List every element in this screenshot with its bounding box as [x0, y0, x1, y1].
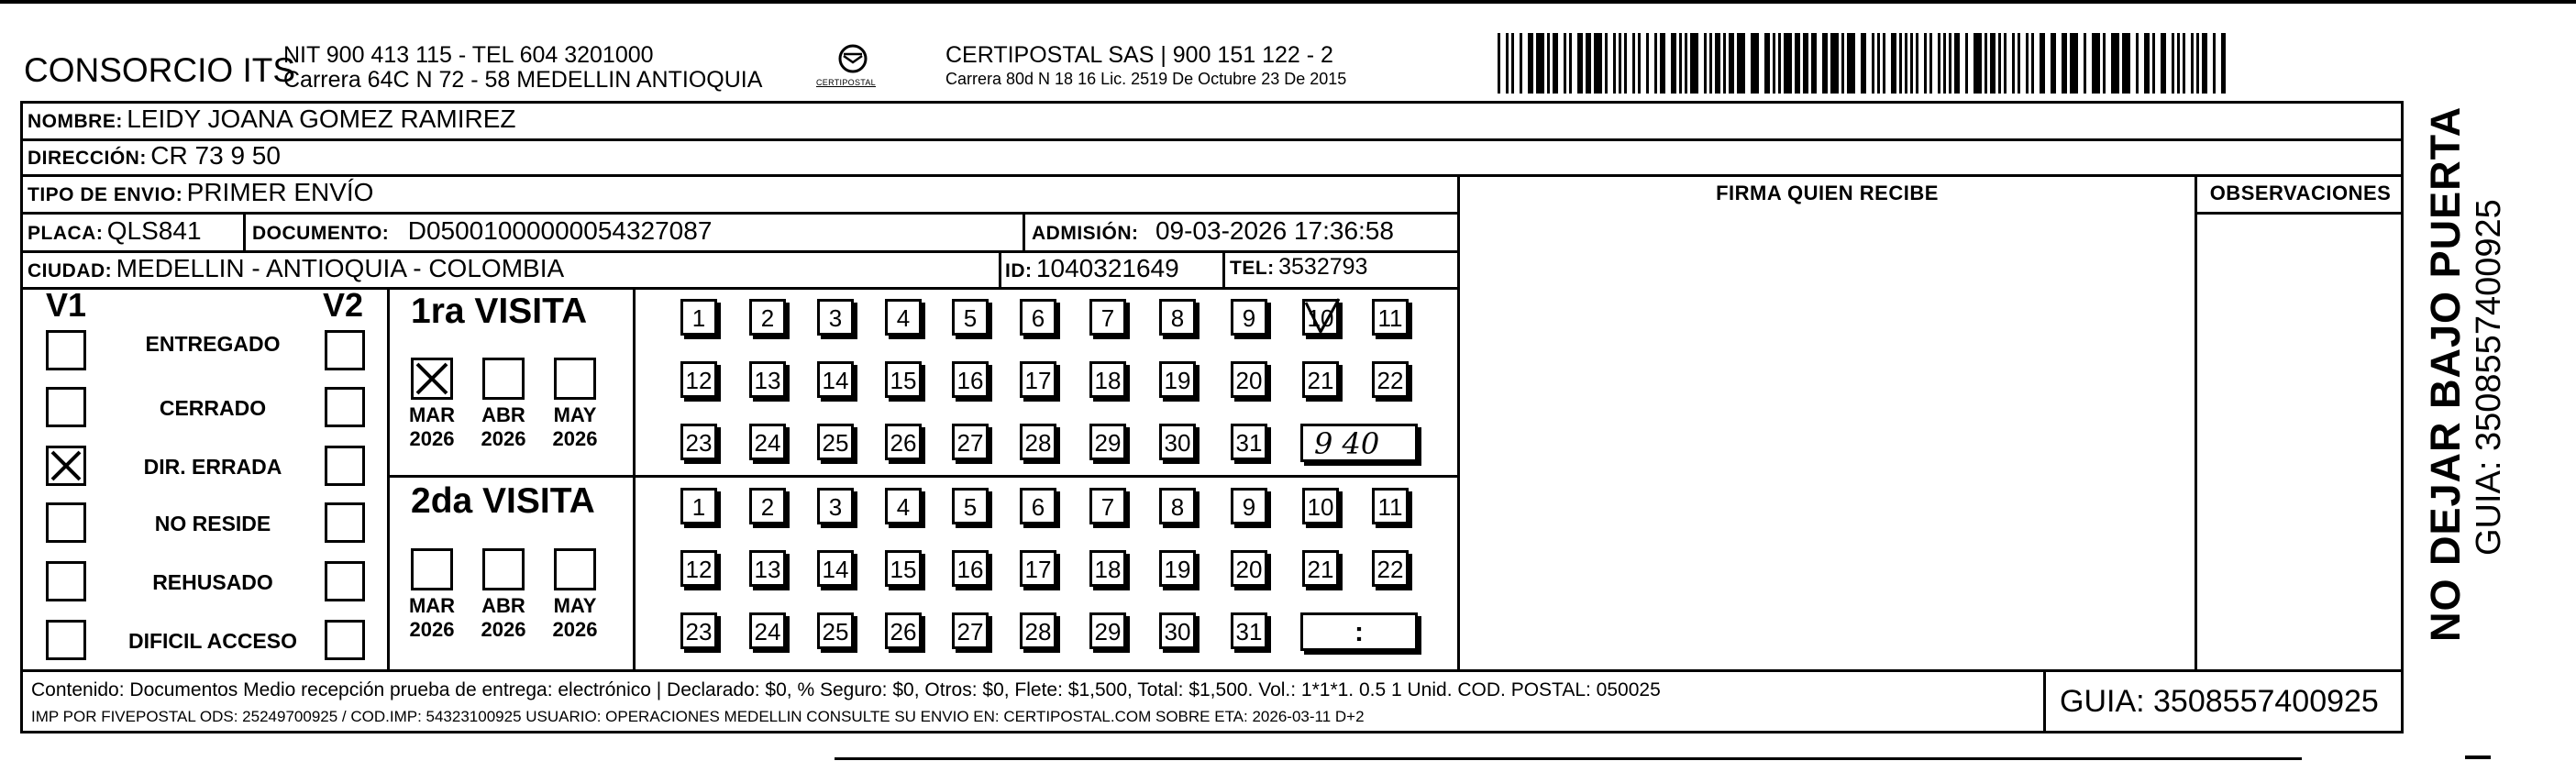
first-visit-day[interactable]: 20 — [1231, 361, 1267, 398]
footer-guia: GUIA: 3508557400925 — [2060, 684, 2379, 719]
v1-checkbox[interactable] — [46, 387, 86, 427]
v2-checkbox[interactable] — [325, 387, 365, 427]
firma-header: FIRMA QUIEN RECIBE — [1716, 182, 1939, 204]
barcode — [1498, 33, 2226, 94]
first-visit-day[interactable]: 2 — [749, 299, 786, 336]
admision-divider — [1023, 212, 1025, 250]
status-label: DIFICIL ACCESO — [127, 629, 297, 653]
tel-label: TEL: — [1230, 258, 1275, 279]
v1-checkbox[interactable] — [46, 620, 86, 660]
second-visit-day[interactable]: 2 — [749, 488, 786, 524]
second-visit-day[interactable]: 14 — [817, 550, 854, 587]
first-visit-day[interactable]: 24 — [749, 424, 786, 460]
right-edge-mark — [2465, 755, 2491, 759]
tel-row — [1230, 254, 1367, 281]
direccion-label: DIRECCIÓN: — [28, 148, 147, 169]
status-label: CERRADO — [159, 396, 267, 420]
v1-checkbox[interactable] — [46, 502, 86, 543]
second-visit-day[interactable]: 18 — [1089, 550, 1126, 587]
id-row — [1005, 254, 1179, 283]
nombre-row — [28, 105, 516, 134]
second-visit-day[interactable]: 28 — [1020, 612, 1056, 649]
second-visit-day[interactable]: 7 — [1089, 488, 1126, 524]
row-line-5 — [20, 287, 1460, 290]
first-visit-day[interactable]: 19 — [1159, 361, 1196, 398]
placa-row — [28, 216, 202, 246]
first-visit-day[interactable]: 17 — [1020, 361, 1056, 398]
admision-row — [1032, 216, 1394, 246]
first-visit-month-label: MAY 2026 — [552, 403, 598, 450]
first-visit-day[interactable]: 1 — [680, 299, 717, 336]
v2-checkbox[interactable] — [325, 330, 365, 370]
v1-checkbox[interactable] — [46, 446, 86, 486]
second-visit-day[interactable]: 9 — [1231, 488, 1267, 524]
first-visit-title: 1ra VISITA — [411, 292, 588, 331]
status-label: ENTREGADO — [145, 332, 281, 356]
footer-top — [20, 669, 2404, 672]
certipostal-line: CERTIPOSTAL SAS | 900 151 122 - 2 — [945, 42, 1333, 68]
second-time-box[interactable] — [1300, 612, 1418, 651]
second-visit-day[interactable]: 10 — [1302, 488, 1339, 524]
v2-checkbox[interactable] — [325, 561, 365, 601]
id-label: ID: — [1005, 260, 1033, 281]
second-visit-day[interactable]: 26 — [885, 612, 922, 649]
first-time-value: 9 40 — [1314, 426, 1380, 461]
documento-label: DOCUMENTO: — [252, 223, 390, 244]
v2-checkbox[interactable] — [325, 446, 365, 486]
second-visit-day[interactable]: 12 — [680, 550, 717, 587]
second-visit-day[interactable]: 31 — [1231, 612, 1267, 649]
first-visit-day[interactable]: 12 — [680, 361, 717, 398]
row-line-2 — [20, 174, 2404, 177]
second-visit-day[interactable]: 23 — [680, 612, 717, 649]
tel-value: 3532793 — [1278, 254, 1368, 280]
second-visit-day[interactable]: 19 — [1159, 550, 1196, 587]
observaciones-divider — [2195, 174, 2197, 669]
certipostal-logo — [813, 40, 893, 95]
first-visit-day[interactable]: 5 — [952, 299, 989, 336]
row-line-6 — [2195, 212, 2404, 215]
direccion-value: CR 73 9 50 — [150, 141, 281, 170]
second-visit-month-label: MAY 2026 — [552, 594, 598, 641]
direccion-row — [28, 141, 281, 171]
second-visit-day[interactable]: 20 — [1231, 550, 1267, 587]
second-time-value: : — [1354, 617, 1364, 647]
first-visit-day[interactable]: 26 — [885, 424, 922, 460]
v1-checkbox[interactable] — [46, 561, 86, 601]
company-name: CONSORCIO ITS — [24, 51, 296, 89]
first-visit-day[interactable]: 8 — [1159, 299, 1196, 336]
first-visit-day[interactable]: 18 — [1089, 361, 1126, 398]
firma-divider — [1457, 174, 1460, 669]
first-visit-day[interactable]: 7 — [1089, 299, 1126, 336]
ciudad-value: MEDELLIN - ANTIOQUIA - COLOMBIA — [116, 254, 565, 282]
side-guia: GUIA: 3508557400925 — [2470, 199, 2508, 556]
company-nit: NIT 900 413 115 - TEL 604 3201000 — [283, 42, 654, 68]
second-visit-day[interactable]: 4 — [885, 488, 922, 524]
second-visit-day[interactable]: 27 — [952, 612, 989, 649]
header — [0, 0, 2576, 101]
tel-divider — [1222, 250, 1225, 287]
v1-heading: V1 — [46, 286, 87, 324]
company-address: Carrera 64C N 72 - 58 MEDELLIN ANTIOQUIA — [283, 67, 763, 93]
v1-checkbox[interactable] — [46, 330, 86, 370]
row-line-4 — [20, 250, 1460, 253]
first-visit-day[interactable]: 29 — [1089, 424, 1126, 460]
admision-label: ADMISIÓN: — [1032, 223, 1139, 244]
first-visit-day[interactable]: 22 — [1372, 361, 1409, 398]
first-visit-month-label: ABR 2026 — [481, 403, 526, 450]
v2-heading: V2 — [323, 286, 364, 324]
first-visit-day[interactable]: 13 — [749, 361, 786, 398]
logo-wordmark: CERTIPOSTAL — [816, 78, 876, 87]
footer-print-info: IMP POR FIVEPOSTAL ODS: 25249700925 / COD.IMP: 54323100925 USUARIO: OPERACIONES MEDELLIN CONSULTE SU ENVIO EN: CERTIPOSTAL.COM SOBRE ETA: 2026-03-11 D+2 — [31, 708, 1365, 725]
second-visit-day[interactable]: 30 — [1159, 612, 1196, 649]
first-visit-day[interactable]: 4 — [885, 299, 922, 336]
ciudad-label: CIUDAD: — [28, 260, 113, 281]
second-visit-day[interactable]: 13 — [749, 550, 786, 587]
first-visit-day[interactable]: 30 — [1159, 424, 1196, 460]
placa-label: PLACA: — [28, 223, 104, 244]
first-visit-day[interactable]: 31 — [1231, 424, 1267, 460]
row-line-3 — [20, 212, 1460, 215]
documento-row — [252, 216, 712, 246]
v2-checkbox[interactable] — [325, 502, 365, 543]
second-visit-month-label: MAR 2026 — [408, 594, 456, 641]
nombre-value: LEIDY JOANA GOMEZ RAMIREZ — [127, 105, 516, 133]
admision-value: 09-03-2026 17:36:58 — [1155, 216, 1394, 245]
second-visit-day[interactable]: 24 — [749, 612, 786, 649]
second-visit-day[interactable]: 29 — [1089, 612, 1126, 649]
first-visit-day[interactable]: 15 — [885, 361, 922, 398]
first-visit-month-label: MAR 2026 — [408, 403, 456, 450]
visit-divider — [633, 287, 636, 669]
second-visit-day[interactable]: 22 — [1372, 550, 1409, 587]
v2-checkbox[interactable] — [325, 620, 365, 660]
second-visit-day[interactable]: 8 — [1159, 488, 1196, 524]
certipostal-license: Carrera 80d N 18 16 Lic. 2519 De Octubre 23 De 2015 — [945, 70, 1347, 88]
tipo-row — [28, 178, 373, 207]
first-visit-day[interactable]: 10 — [1302, 299, 1339, 336]
first-visit-day[interactable]: 21 — [1302, 361, 1339, 398]
first-visit-month-box[interactable] — [411, 358, 453, 400]
observaciones-header: OBSERVACIONES — [2209, 182, 2392, 204]
first-visit-month-box[interactable] — [482, 358, 525, 400]
second-visit-day[interactable]: 11 — [1372, 488, 1409, 524]
second-visit-day[interactable]: 3 — [817, 488, 854, 524]
first-visit-day[interactable]: 14 — [817, 361, 854, 398]
side-warning: NO DEJAR BAJO PUERTA — [2422, 105, 2469, 642]
first-visit-day[interactable]: 9 — [1231, 299, 1267, 336]
bottom-rule — [835, 757, 2302, 760]
second-visit-day[interactable]: 5 — [952, 488, 989, 524]
first-time-box[interactable] — [1300, 424, 1418, 462]
first-visit-day[interactable]: 25 — [817, 424, 854, 460]
second-visit-title: 2da VISITA — [411, 481, 595, 521]
visit-split — [387, 475, 1460, 478]
documento-value: D05001000000054327087 — [407, 216, 713, 245]
second-visit-day[interactable]: 16 — [952, 550, 989, 587]
status-label: DIR. ERRADA — [143, 455, 282, 479]
second-visit-day[interactable]: 17 — [1020, 550, 1056, 587]
second-visit-day[interactable]: 15 — [885, 550, 922, 587]
footer-guia-divider — [2043, 669, 2046, 733]
second-visit-month-box[interactable] — [482, 548, 525, 590]
placa-divider — [243, 212, 246, 250]
tipo-label: TIPO DE ENVIO: — [28, 184, 183, 205]
ciudad-row — [28, 254, 564, 283]
status-label: NO RESIDE — [154, 512, 271, 535]
second-visit-month-box[interactable] — [411, 548, 453, 590]
id-divider — [999, 250, 1001, 287]
first-visit-day[interactable]: 23 — [680, 424, 717, 460]
second-visit-day[interactable]: 21 — [1302, 550, 1339, 587]
first-visit-month-box[interactable] — [554, 358, 596, 400]
first-visit-day[interactable]: 28 — [1020, 424, 1056, 460]
first-visit-day[interactable]: 16 — [952, 361, 989, 398]
nombre-label: NOMBRE: — [28, 111, 123, 132]
row-line-1 — [20, 138, 2404, 141]
first-visit-day[interactable]: 3 — [817, 299, 854, 336]
first-visit-day[interactable]: 6 — [1020, 299, 1056, 336]
status-label: REHUSADO — [152, 570, 273, 594]
placa-value: QLS841 — [106, 216, 202, 245]
id-value: 1040321649 — [1035, 254, 1179, 282]
footer-content: Contenido: Documentos Medio recepción prueba de entrega: electrónico | Declarado: $0, % Seguro: $0, Otros: $0, Flete: $1,500, Total: $1,500. Vol.: 1*1*1. 0.5 1 Unid. COD. POSTAL: 050025 — [31, 679, 1661, 700]
second-visit-month-box[interactable] — [554, 548, 596, 590]
first-visit-day[interactable]: 27 — [952, 424, 989, 460]
second-visit-day[interactable]: 1 — [680, 488, 717, 524]
second-visit-month-label: ABR 2026 — [481, 594, 526, 641]
tipo-value: PRIMER ENVÍO — [186, 178, 374, 206]
second-visit-day[interactable]: 6 — [1020, 488, 1056, 524]
first-visit-day[interactable]: 11 — [1372, 299, 1409, 336]
second-visit-day[interactable]: 25 — [817, 612, 854, 649]
status-divider — [387, 287, 390, 669]
